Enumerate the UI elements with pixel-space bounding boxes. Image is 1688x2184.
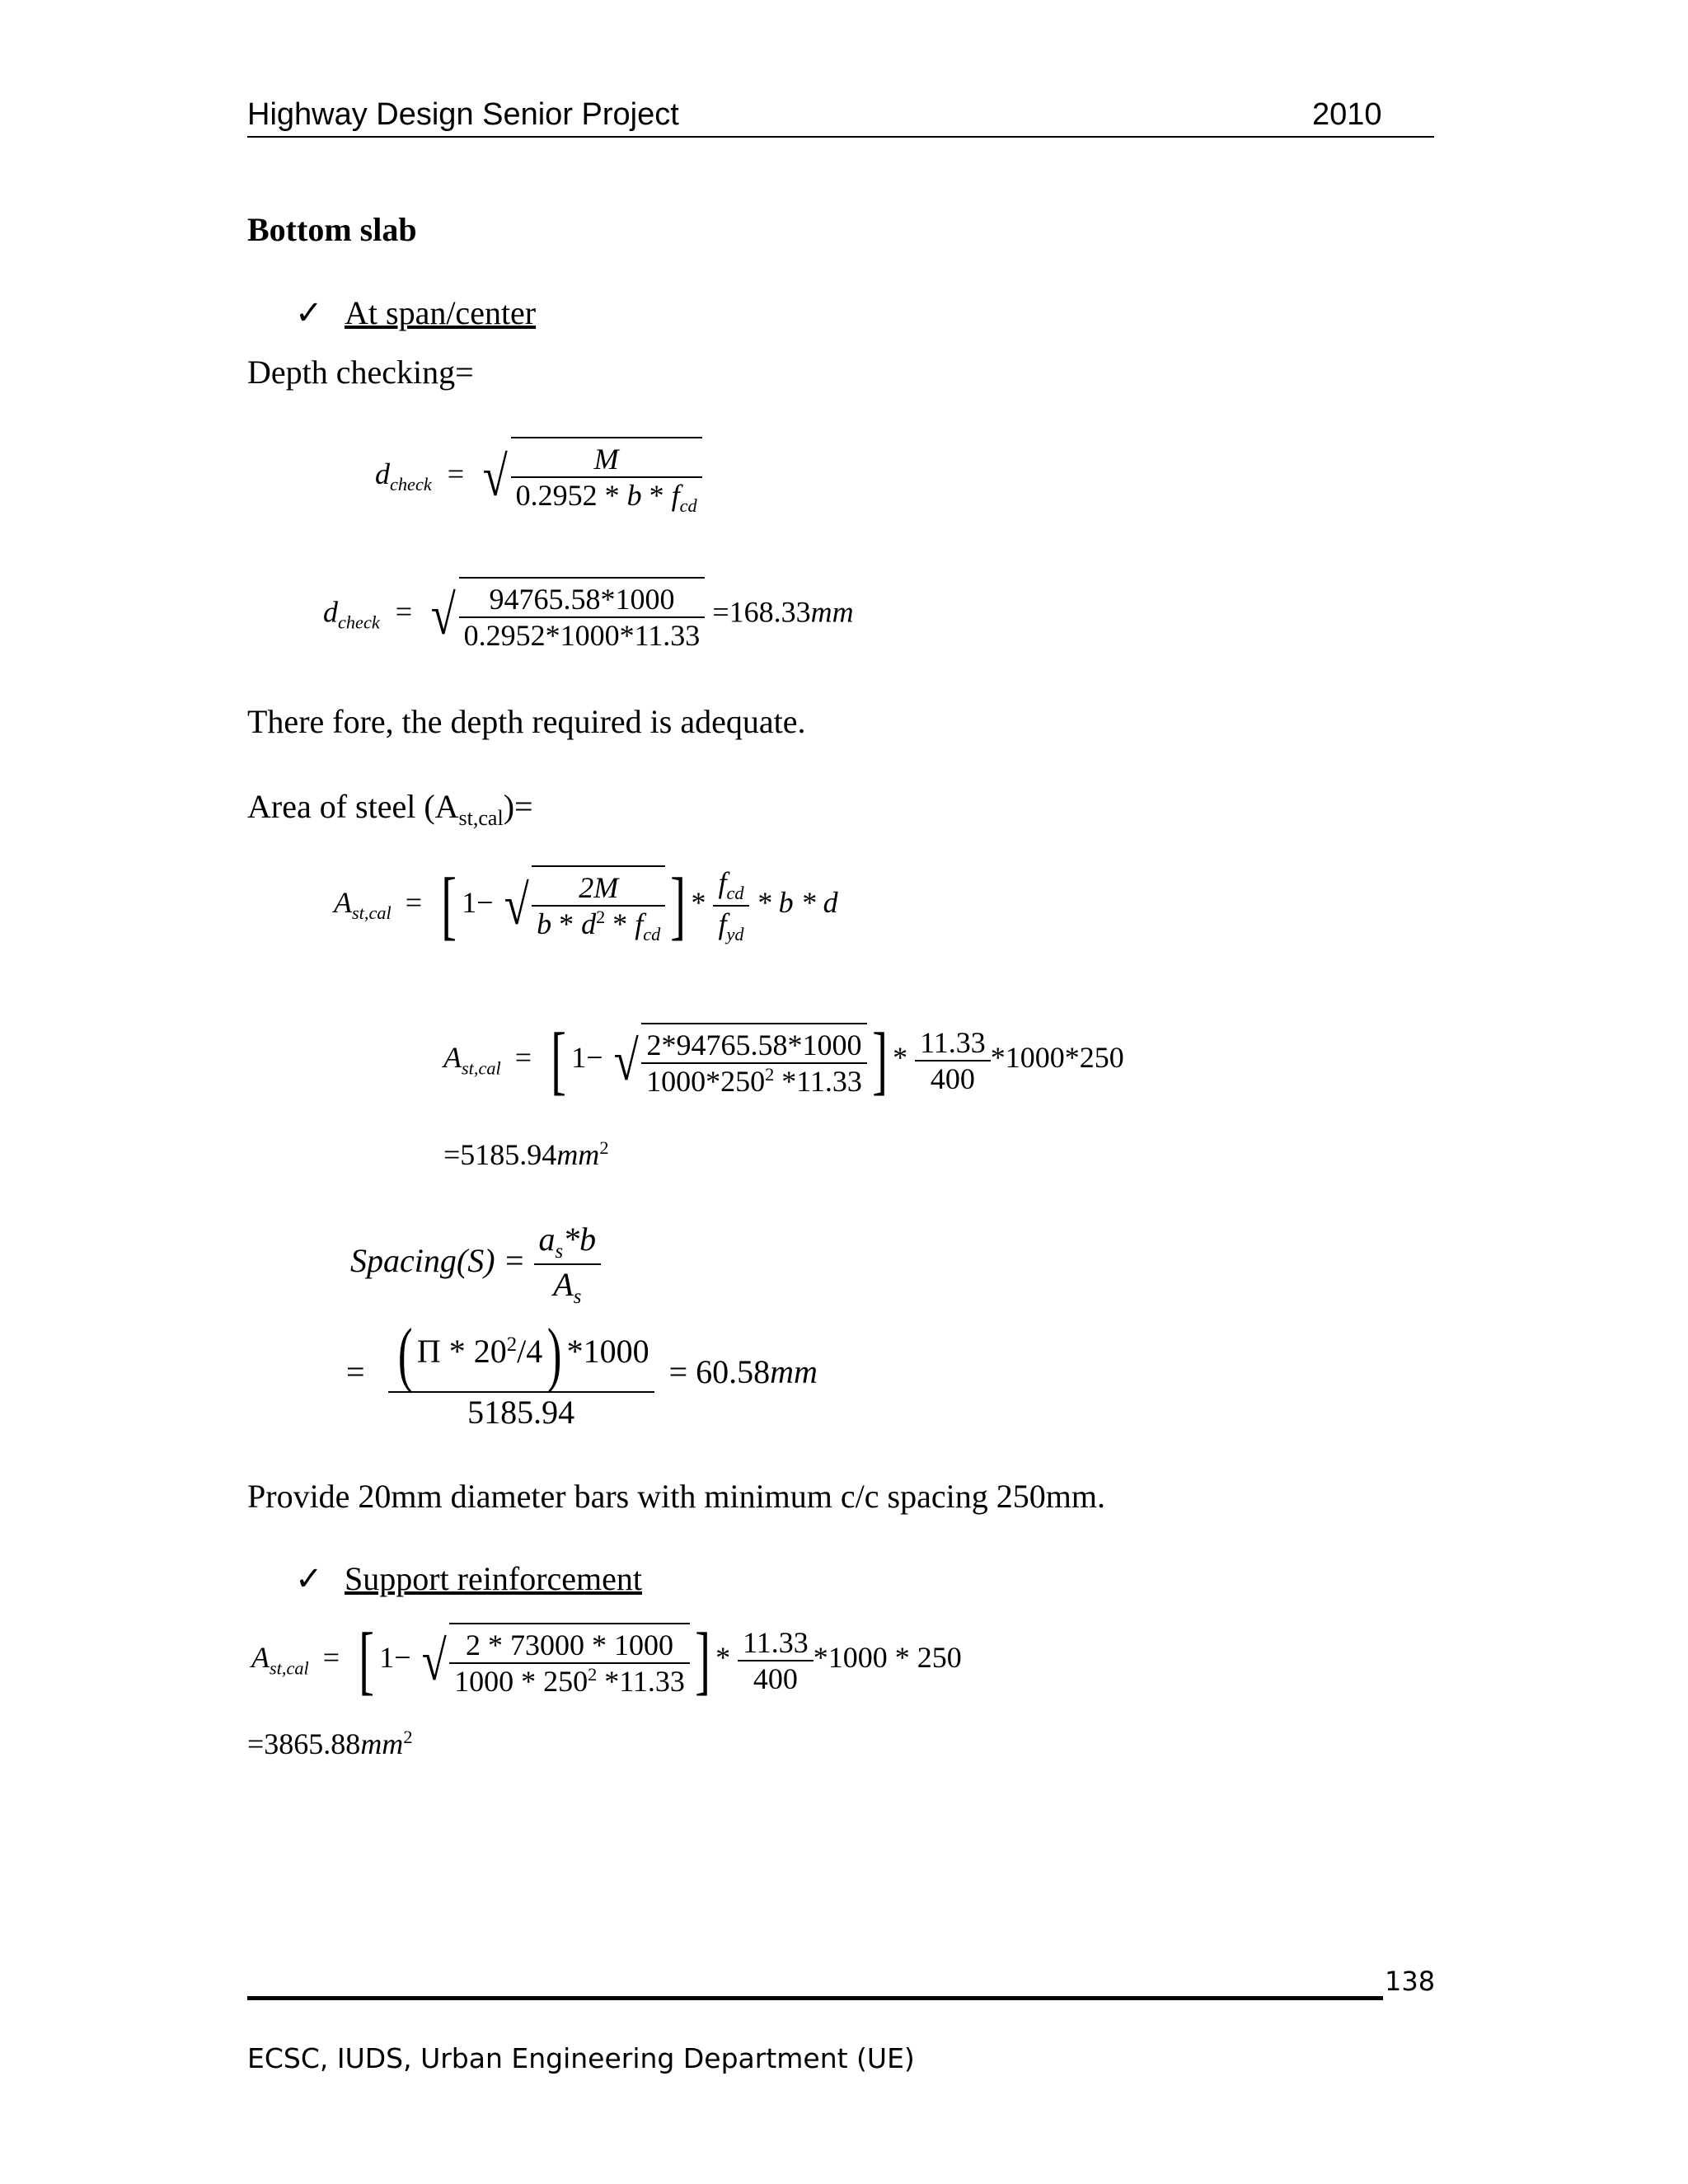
- header-title: Highway Design Senior Project: [247, 97, 679, 132]
- equation-dcheck-values: $d_{check}$ = √ $\frac{94765.58*1000}{0.2952*1000*11.33}$ =168.33mm: [323, 577, 854, 653]
- ast-result: $=5185.94mm^2$: [443, 1137, 609, 1171]
- equation-spacing-formula: Spacing(S) = $\frac{a_s*b}{A_s}$: [350, 1220, 601, 1309]
- equation-support-values: $A_{st,cal}$ = [ 1− √ $\frac{2 * 73000 * 1000}{1000 * 250^2 *11.33}$ ] * $\frac{11.33}{400}$ *1000 * 250: [251, 1618, 962, 1703]
- footer-text: ECSC, IUDS, Urban Engineering Department (UE): [247, 2042, 915, 2074]
- header-year: 2010: [1312, 97, 1382, 132]
- footer-rule: [247, 1996, 1383, 2000]
- equation-ast-formula: $A_{st,cal}$ = [ 1− √ $\frac{2M}{b * d^2 * f_{cd}}$ ] * $\frac{f_{cd}}{f_{yd}}$ * b * d: [334, 862, 838, 948]
- equation-dcheck-formula: $d_{check}$ = √ $\frac{M}{0.2952 * b * f_{cd}}$: [375, 437, 702, 517]
- left-bracket: [: [441, 862, 457, 948]
- adequate-text: There fore, the depth required is adequate.: [247, 703, 806, 740]
- equation-spacing-values: = $\frac{( \Pi * 20^2/4) *1000}{5185.94}$ = 60.58mm: [346, 1315, 818, 1431]
- header-rule: [247, 136, 1434, 138]
- checkmark-icon: ✓: [295, 294, 323, 331]
- equation-ast-values: $A_{st,cal}$ = [ 1− √ $\frac{2*94765.58*1000}{1000*250^2 *11.33}$ ] * $\frac{11.33}{400}$ *1000*250: [443, 1018, 1124, 1103]
- left-bracket: [: [359, 1618, 374, 1703]
- support-check-item: [295, 1559, 642, 1598]
- left-bracket: [: [551, 1018, 566, 1103]
- support-result: $=3865.88mm^2$: [247, 1727, 413, 1760]
- provide-text: Provide 20mm diameter bars with minimum c/c spacing 250mm.: [247, 1478, 1105, 1515]
- checkmark-icon: ✓: [295, 1560, 323, 1597]
- area-of-steel-label: Area of steel $(A_{st,cal})=$: [247, 788, 533, 830]
- section-heading: Bottom slab: [247, 211, 417, 248]
- span-check-item: [295, 293, 536, 332]
- page-number: 138: [1385, 1966, 1436, 1997]
- right-bracket: ]: [695, 1618, 710, 1703]
- sqrt-symbol: √ $\frac{2M}{b * d^2 * f_{cd}}$: [501, 865, 666, 945]
- sqrt-symbol: √ $\frac{M}{0.2952 * b * f_{cd}}$: [480, 437, 702, 517]
- sqrt-symbol: √ $\frac{94765.58*1000}{0.2952*1000*11.33}$: [428, 577, 705, 653]
- depth-checking-label: Depth checking=: [247, 354, 474, 391]
- support-check-label: Support reinforcement: [345, 1560, 642, 1597]
- right-bracket: ]: [872, 1018, 888, 1103]
- sqrt-symbol: √ $\frac{2*94765.58*1000}{1000*250^2 *11.33}$: [611, 1023, 867, 1099]
- right-bracket: ]: [670, 862, 687, 948]
- sqrt-symbol: √ $\frac{2 * 73000 * 1000}{1000 * 250^2 *11.33}$: [419, 1623, 690, 1699]
- span-check-label: At span/center: [345, 294, 537, 331]
